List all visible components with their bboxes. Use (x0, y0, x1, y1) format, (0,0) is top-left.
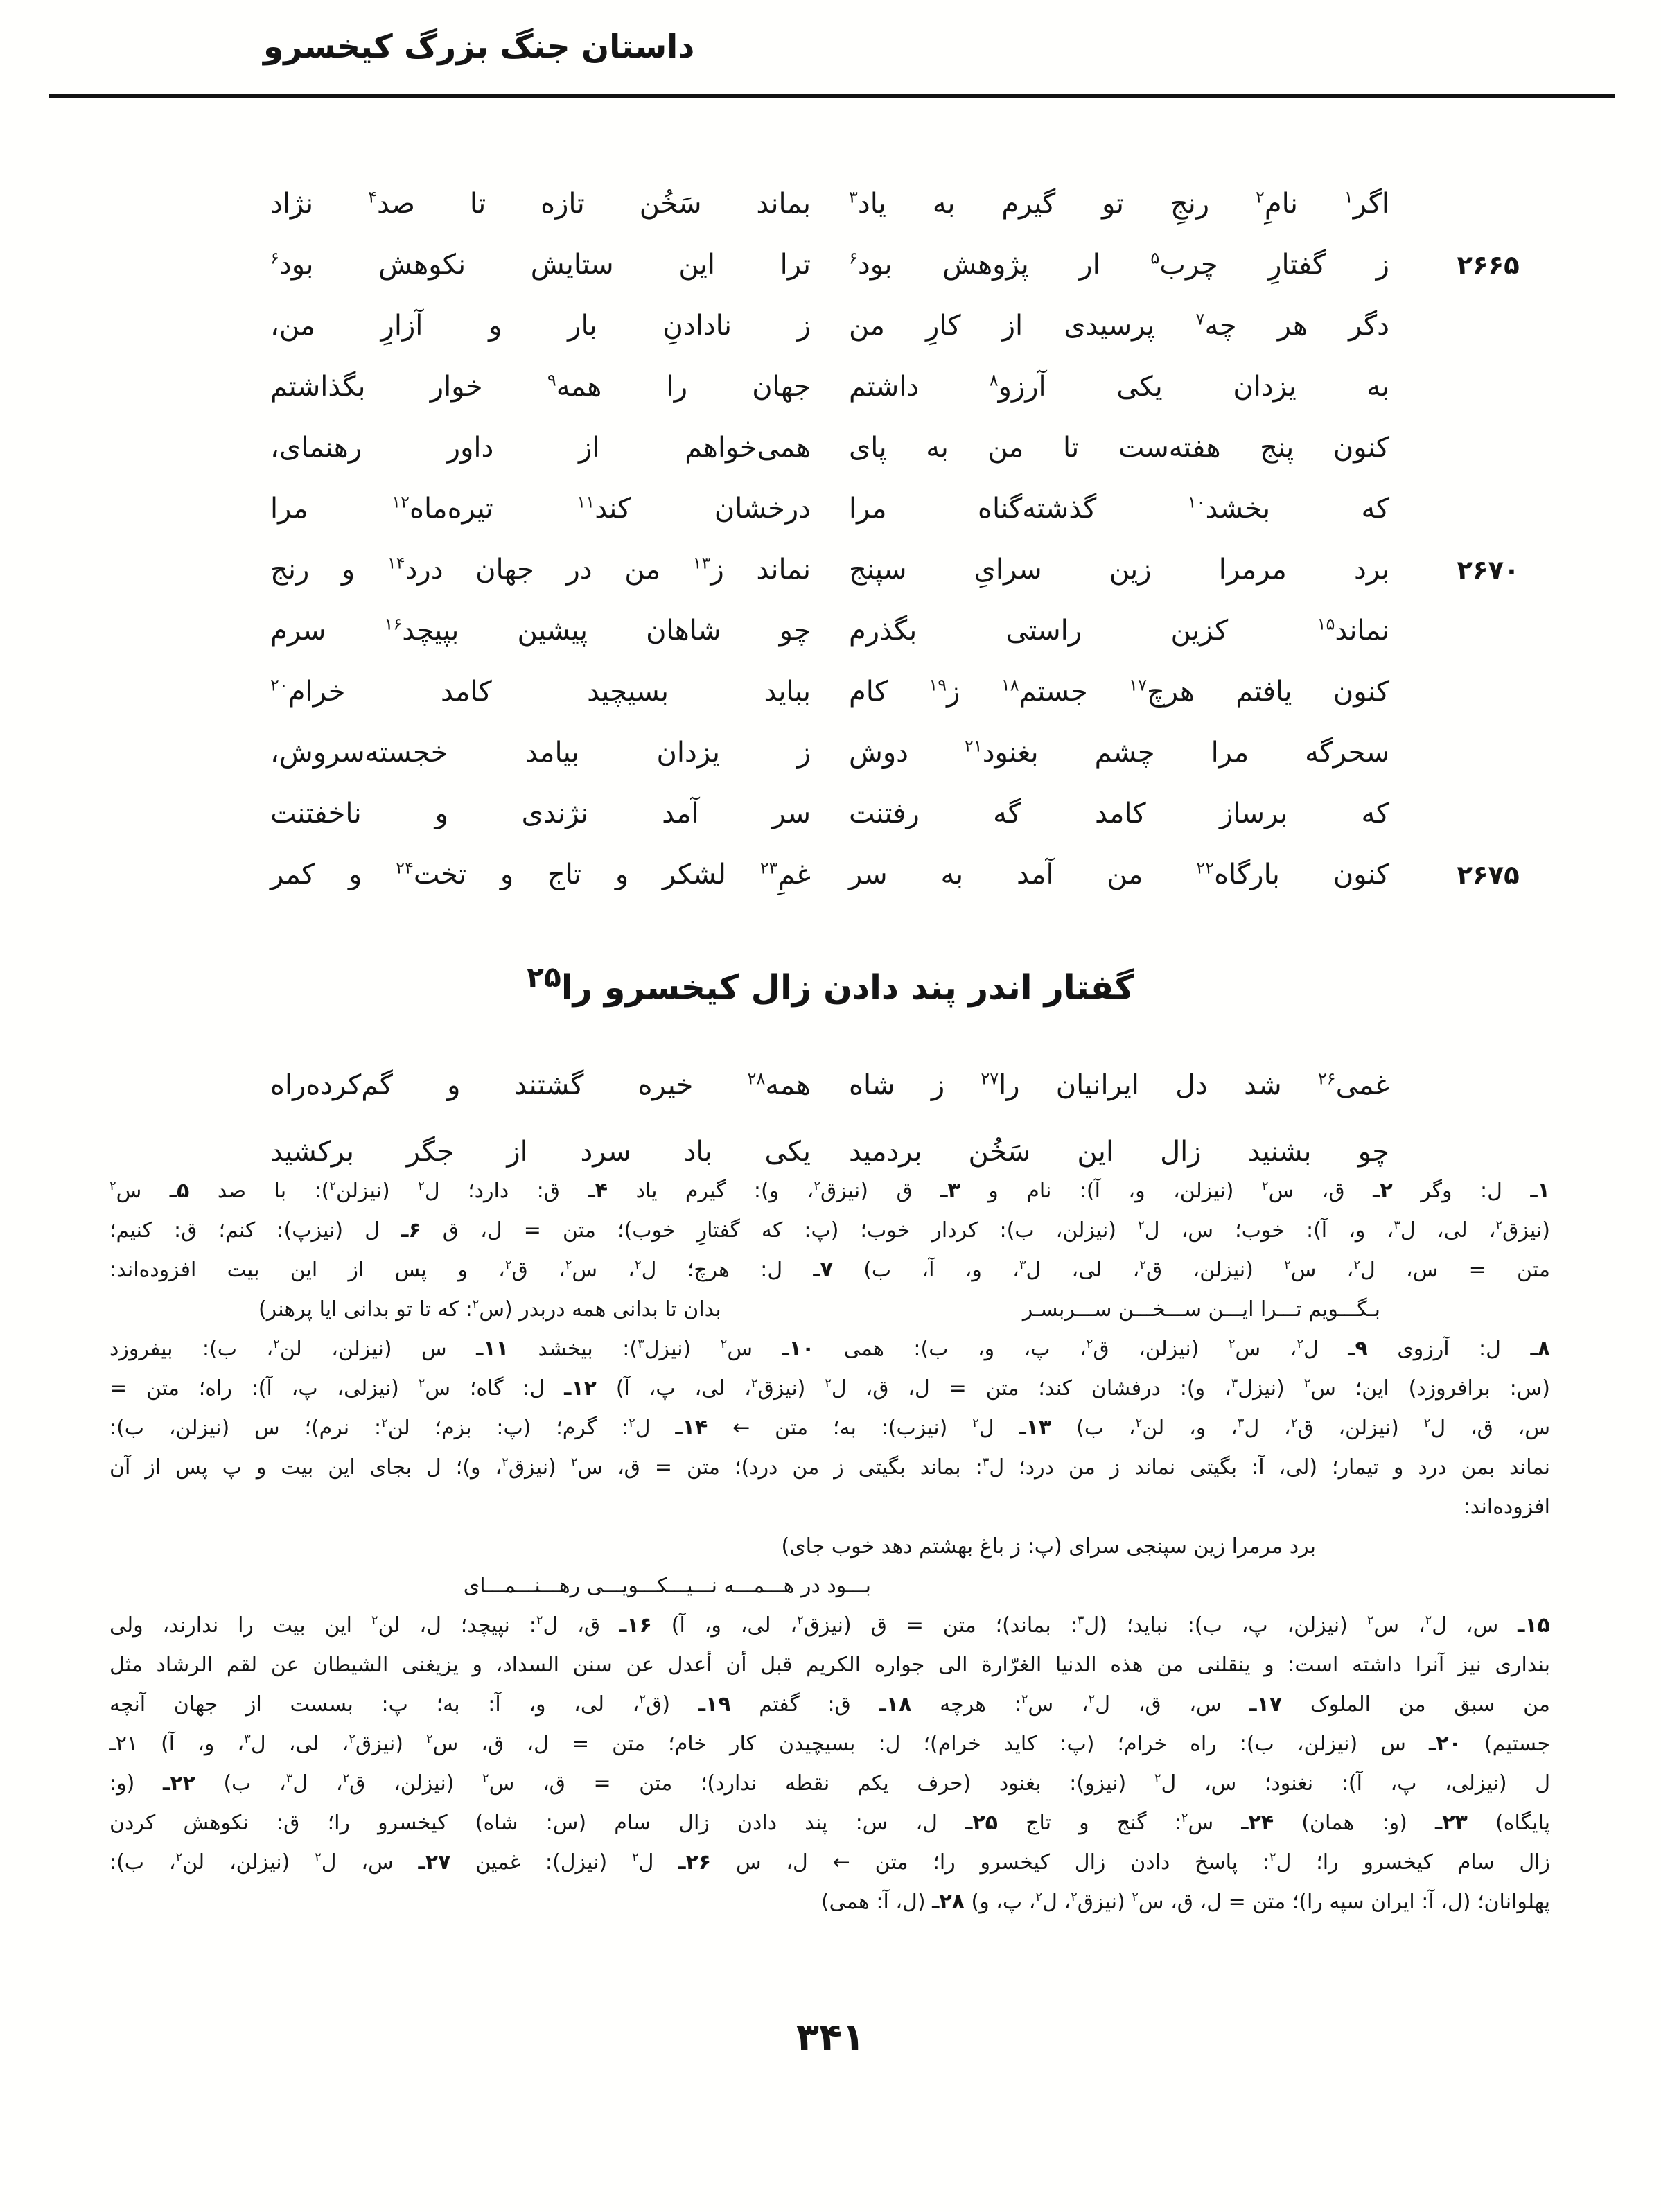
footnote-added-verse: بـــود در هـــمـــه نـــیـــکـــویـــی رهـــنـــمـــای (463, 1574, 871, 1598)
running-head-title: داستان جنگ بزرگ کیخسرو (263, 28, 695, 66)
section-heading: گفتار اندر پند دادن زال کیخسرو را$^{۲۵}$ (526, 960, 1135, 1008)
hemistich-right: سحرگه مرا چشم بغنود$^{۲۱}$ دوش (849, 736, 1390, 769)
hemistich-left: بباید بسیچید کامد خرام$^{۲۰}$ (270, 675, 811, 708)
hemistich-left: سر آمد نژندی و ناخفتنت (270, 798, 811, 830)
footnote-line: ۸ـ ل: آرزوی ۹ـ ل$^۲$، س$^۲$ (نیزلن، ق$^۲$، پ، و، ب): همی ۱۰ـ س$^۲$ (نیزل$^۳$): بیخشد ۱۱ـ س (نیزلن، لن$^۲$، ب): بیفروزد (109, 1337, 1551, 1361)
footnote-line: افزوده‌اند: (1463, 1495, 1550, 1519)
hemistich-right: غمی$^{۲۶}$ شد دل ایرانیان را$^{۲۷}$ ز شاه (849, 1069, 1389, 1101)
verse-number: ۲۶۷۰ (1457, 554, 1520, 585)
couplet (111, 356, 1549, 417)
couplet (111, 173, 1549, 234)
footnote-line: ۱ـ ل: وگر ۲ـ ق، س$^۲$ (نیزلن، و، آ): نام و ۳ـ ق (نیزق$^۲$، و): گیرم یاد ۴ـ ق: دارد؛ ل$^۲$ (نیزلن$^۲$): با صد ۵ـ س$^۲$ (109, 1179, 1550, 1203)
verse-number: ۲۶۶۵ (1457, 249, 1520, 280)
hemistich-right: به یزدان یکی آرزو$^۸$ داشتم (849, 370, 1389, 403)
added-verse-right: بـگـــویم تـــرا ایـــن ســـخـــن ســـربسـر (1022, 1297, 1380, 1322)
couplet (111, 234, 1549, 295)
couplet (111, 539, 1549, 600)
hemistich-right: برد مرمرا زین سرایِ سپنج (849, 554, 1389, 586)
poem-section-1 (111, 173, 1549, 905)
footnote-line: ل (نیزلی، پ، آ): نغنود؛ س، ل$^۲$ (نیزو): بغنود (حرف یکم نقطه ندارد)؛ متن = ق، س$^۲$ (نیزلن، ق$^۲$، ل$^۳$، ب) ۲۲ـ (و: (109, 1771, 1551, 1796)
hemistich-left: چو شاهان پیشین بپیچد$^{۱۶}$ سرم (270, 614, 811, 647)
hemistich-left: همی‌خواهم از داور رهنمای، (270, 432, 811, 464)
hemistich-right: اگر$^۱$ نامِ$^۲$ رنجِ تو گیرم به یاد$^۳$ (849, 187, 1389, 220)
header-rule (49, 94, 1615, 98)
hemistich-right: کنون پنج هفته‌ست تا من به پای (849, 432, 1389, 464)
hemistich-right: ز گفتارِ چرب$^۵$ ار پژوهش بود$^۶$ (849, 248, 1389, 281)
hemistich-right: که بخشد$^{۱۰}$ گذشته‌گناه مرا (849, 492, 1389, 525)
hemistich-left: نماند ز$^{۱۳}$ من در جهان درد$^{۱۴}$ و رنج (270, 553, 811, 586)
couplet (111, 661, 1549, 722)
footnote-line: س، ق، ل$^۲$ (نیزلن، ق$^۲$، ل$^۳$، و، لن$^۲$، ب) ۱۳ـ ل$^۲$ (نیزب): به؛ متن ← ۱۴ـ ل$^۲$: گرم؛ (پ: بزم؛ لن$^۲$: نرم)؛ س (نیزلن، ب): (109, 1416, 1551, 1440)
couplet (111, 478, 1549, 539)
footnote-line: من سبق من الملوک ۱۷ـ س، ق، ل$^۲$، س$^۲$: هرچه ۱۸ـ ق: گفتم ۱۹ـ (ق$^۲$، لی، و، آ: به؛ پ: بسست از جهان آنچه (109, 1692, 1550, 1717)
hemistich-right: دگر هر چه$^۷$ پرسیدی از کارِ من (849, 309, 1389, 342)
hemistich-right: که برساز کامد گه رفتنت (849, 798, 1389, 830)
page-number: ۳۴۱ (796, 2015, 865, 2059)
footnote-line: بنداری نیز آنرا داشته است: و ینقلنی من هذه الدنیا الغرّارة الی جواره الکریم قبل أن أعدل عن سنن السداد، و یزیغنی الشیطان عن لقم الرشاد مثل (109, 1653, 1550, 1677)
couplet (111, 1052, 1549, 1118)
poem-section-2 (111, 1052, 1549, 1185)
footnote-line: ۱۵ـ س، ل$^۲$، س$^۲$ (نیزلن، پ، ب): نباید؛ (ل$^۳$: بماند)؛ متن = ق (نیزق$^۲$، لی، و، آ) ۱۶ـ ق، ل$^۲$: نپیچد؛ ل، لن$^۲$ این بیت را ندارند، ولی (109, 1613, 1550, 1638)
footnote-line: (نیزق$^۲$، لی، ل$^۳$، و، آ): خوب؛ س، ل$^۲$ (نیزلن، ب): کردار خوب؛ (پ: که گفتارِ خوب)؛ متن = ل، ق ۶ـ ل (نیزپ): کنم؛ ق: کنیم؛ (109, 1218, 1550, 1243)
hemistich-right: کنون بارگاه$^{۲۲}$ من آمد به سر (849, 858, 1389, 890)
hemistich-right: نماند$^{۱۵}$ کزین راستی بگذرم (849, 614, 1389, 647)
footnote-line: پایگاه) ۲۳ـ (و: همان) ۲۴ـ س$^۲$: گنج و تاج ۲۵ـ ل، س: پند دادن زال سام (س: شاه) کیخسرو را؛ ق: نکوهش کردن (109, 1811, 1550, 1835)
hemistich-left: درخشان کند$^{۱۱}$ تیره‌ماه$^{۱۲}$ مرا (270, 492, 811, 525)
footnote-added-verse (109, 1290, 1550, 1329)
critical-apparatus-footnotes (109, 1171, 1550, 1922)
hemistich-left: ز یزدان بیامد خجسته‌سروش، (270, 737, 811, 769)
hemistich-left: همه$^{۲۸}$ خیره گشتند و گم‌کرده‌راه (270, 1069, 811, 1101)
added-verse-left: بدان تا بدانی همه دربدر (س$^۲$: که تا تو بدانی ایا پرهنر) (258, 1297, 721, 1322)
couplet (111, 844, 1549, 905)
couplet (111, 600, 1549, 661)
hemistich-left: یکی باد سرد از جگر برکشید (270, 1136, 811, 1168)
hemistich-left: جهان را همه$^۹$ خوار بگذاشتم (270, 370, 811, 403)
footnote-line: متن = س، ل$^۲$، س$^۲$ (نیزلن، ق$^۲$، لی، ل$^۳$، و، آ، ب) ۷ـ ل: هرچ؛ ل$^۲$، س$^۲$، ق$^۲$، و پس از این بیت افزوده‌اند: (109, 1258, 1550, 1282)
footnote-line: پهلوانان؛ (ل، آ: ایران سپه را)؛ متن = ل، ق، س$^۲$ (نیزق$^۲$، ل$^۲$، پ، و) ۲۸ـ (ل، آ: همی) (820, 1890, 1550, 1914)
hemistich-left: غمِ$^{۲۳}$ لشکر و تاج و تخت$^{۲۴}$ و کمر (270, 858, 811, 890)
hemistich-left: بماند سَخُن تازه تا صد$^۴$ نژاد (270, 187, 811, 220)
footnote-line: (س: برافروزد) این؛ س$^۲$ (نیزل$^۳$، و): درفشان کند؛ متن = ل، ق، ل$^۲$ (نیزق$^۲$، لی، پ، آ) ۱۲ـ ل: گاه؛ س$^۲$ (نیزلی، پ، آ): راه؛ متن = (109, 1376, 1551, 1401)
footnote-line: جستیم) ۲۰ـ س (نیزلن، ب): راه خرام؛ (پ: کاید خرام)؛ ل: بسیچیدن کار خام؛ متن = ل، ق، س$^۲$ (نیزق$^۲$، لی، ل$^۳$، و، آ) ۲۱ـ (109, 1732, 1551, 1756)
footnote-line: زال سام کیخسرو را؛ ل$^۲$: پاسخ دادن زال کیخسرو را؛ متن ← ل، س ۲۶ـ ل$^۲$ (نیزل): غمین ۲۷ـ س، ل$^۲$ (نیزلن، لن$^۲$، ب): (109, 1850, 1550, 1875)
hemistich-left: ترا این ستایش نکوهش بود$^۶$ (270, 248, 811, 281)
footnote-line: نماند بمن درد و تیمار؛ (لی، آ: بگیتی نماند ز من درد؛ ل$^۳$: بماند بگیتی ز من درد)؛ متن = ق، س$^۲$ (نیزق$^۲$، و)؛ ل بجای این بیت و پ پس از آن (109, 1455, 1550, 1480)
couplet (111, 417, 1549, 478)
couplet (111, 722, 1549, 783)
footnote-added-verse: برد مرمرا زین سپنجی سرای (پ: ز باغ بهشتم دهد خوب جای) (781, 1534, 1316, 1559)
verse-number: ۲۶۷۵ (1457, 859, 1520, 890)
couplet (111, 295, 1549, 356)
hemistich-right: چو بشنید زال این سَخُن بردمید (849, 1136, 1389, 1168)
couplet (111, 783, 1549, 844)
hemistich-right: کنون یافتم هرچ$^{۱۷}$ جستم$^{۱۸}$ ز$^{۱۹}$ کام (849, 675, 1390, 708)
hemistich-left: ز نادادنِ بار و آزارِ من، (270, 310, 811, 342)
